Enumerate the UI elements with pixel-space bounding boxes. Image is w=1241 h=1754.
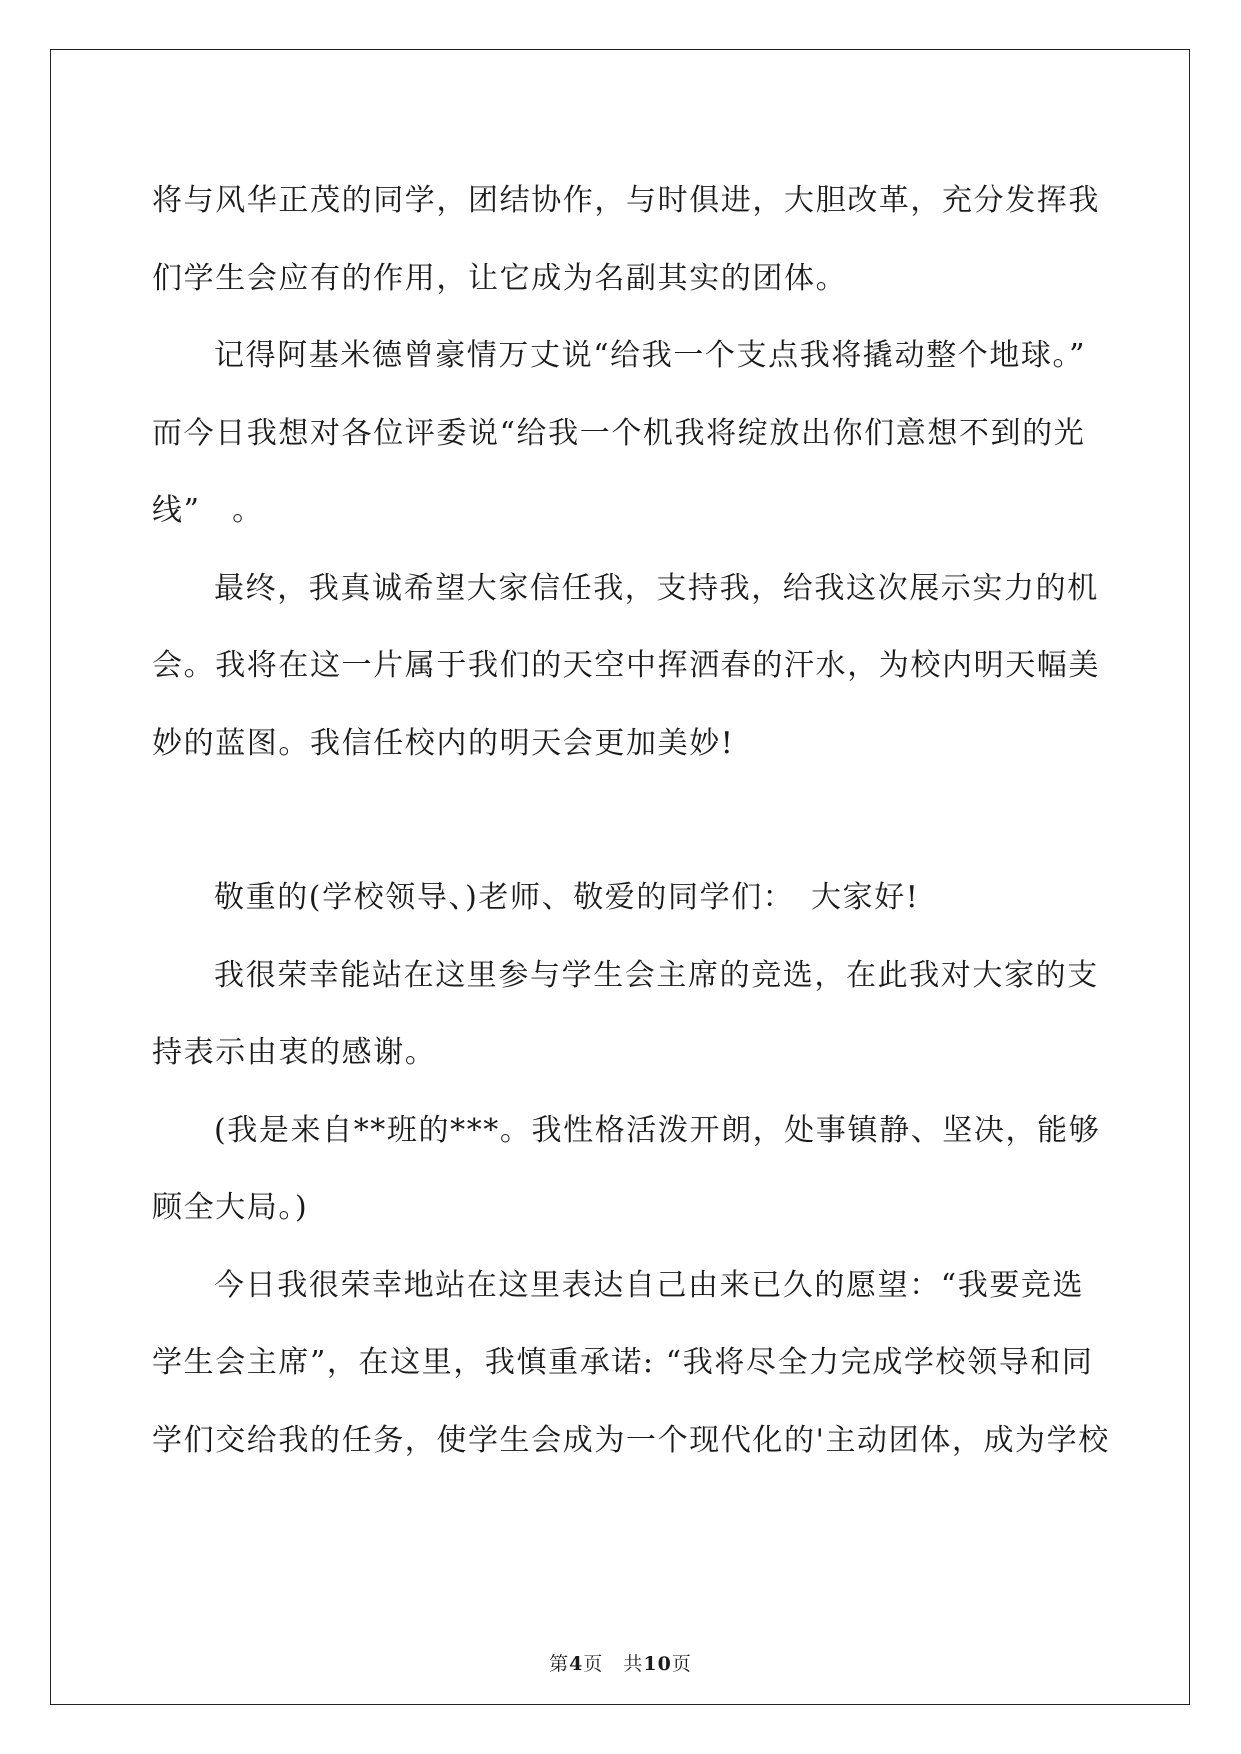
page-prefix: 第: [549, 1653, 570, 1675]
text-line: 敬重的(学校领导、)老师、敬爱的同学们： 大家好!: [214, 880, 920, 915]
total-prefix: 共: [623, 1653, 644, 1675]
total-suffix: 页: [671, 1653, 692, 1675]
page-footer: [0, 1652, 1241, 1676]
text-line: 会。我将在这一片属于我们的天空中挥洒春的汗水，为校内明天幅美: [152, 648, 1100, 683]
paragraph-spacer: [152, 782, 1082, 859]
paragraph-6: [152, 1092, 1101, 1247]
text-line: 学生会主席”，在这里，我慎重承诺: “我将尽全力完成学校领导和同: [152, 1345, 1094, 1380]
text-line: 顾全大局。): [152, 1190, 309, 1225]
page-number: 4: [569, 1653, 584, 1675]
text-line: (我是来自**班的***。我性格活泼开朗，处事镇静、坚决，能够: [214, 1112, 1101, 1148]
paragraph-2: [152, 317, 1087, 550]
text-line: 今日我很荣幸地站在这里表达自己由来已久的愿望：“我要竞选: [214, 1267, 1085, 1303]
greeting-paragraph: [152, 859, 1082, 937]
paragraph-3: [152, 550, 1100, 783]
text-line: 而今日我想对各位评委说“给我一个机我将绽放出你们意想不到的光: [152, 415, 1086, 451]
document-body: [152, 162, 1110, 1479]
text-line: 学们交给我的任务，使学生会成为一个现代化的'主动团体，成为学校: [152, 1422, 1110, 1458]
text-line: 最终，我真诚希望大家信任我，支持我，给我这次展示实力的机: [214, 570, 1099, 606]
paragraph-1: [152, 162, 1100, 317]
text-line: 将与风华正茂的同学，团结协作，与时俱进，大胆改革，充分发挥我: [152, 183, 1100, 218]
paragraph-5: [152, 937, 1099, 1092]
page-suffix: 页: [583, 1653, 604, 1675]
total-pages: 10: [643, 1653, 672, 1675]
text-line: 们学生会应有的作用，让它成为名副其实的团体。: [152, 260, 848, 296]
paragraph-7: [152, 1247, 1110, 1480]
text-line: 妙的蓝图。我信任校内的明天会更加美妙!: [152, 725, 735, 761]
text-line: 记得阿基米德曾豪情万丈说“给我一个支点我将撬动整个地球。”: [214, 338, 1087, 373]
text-line: 线” 。: [152, 493, 264, 528]
text-line: 我很荣幸能站在这里参与学生会主席的竞选，在此我对大家的支: [214, 957, 1099, 993]
text-line: 持表示由衷的感谢。: [152, 1035, 437, 1070]
